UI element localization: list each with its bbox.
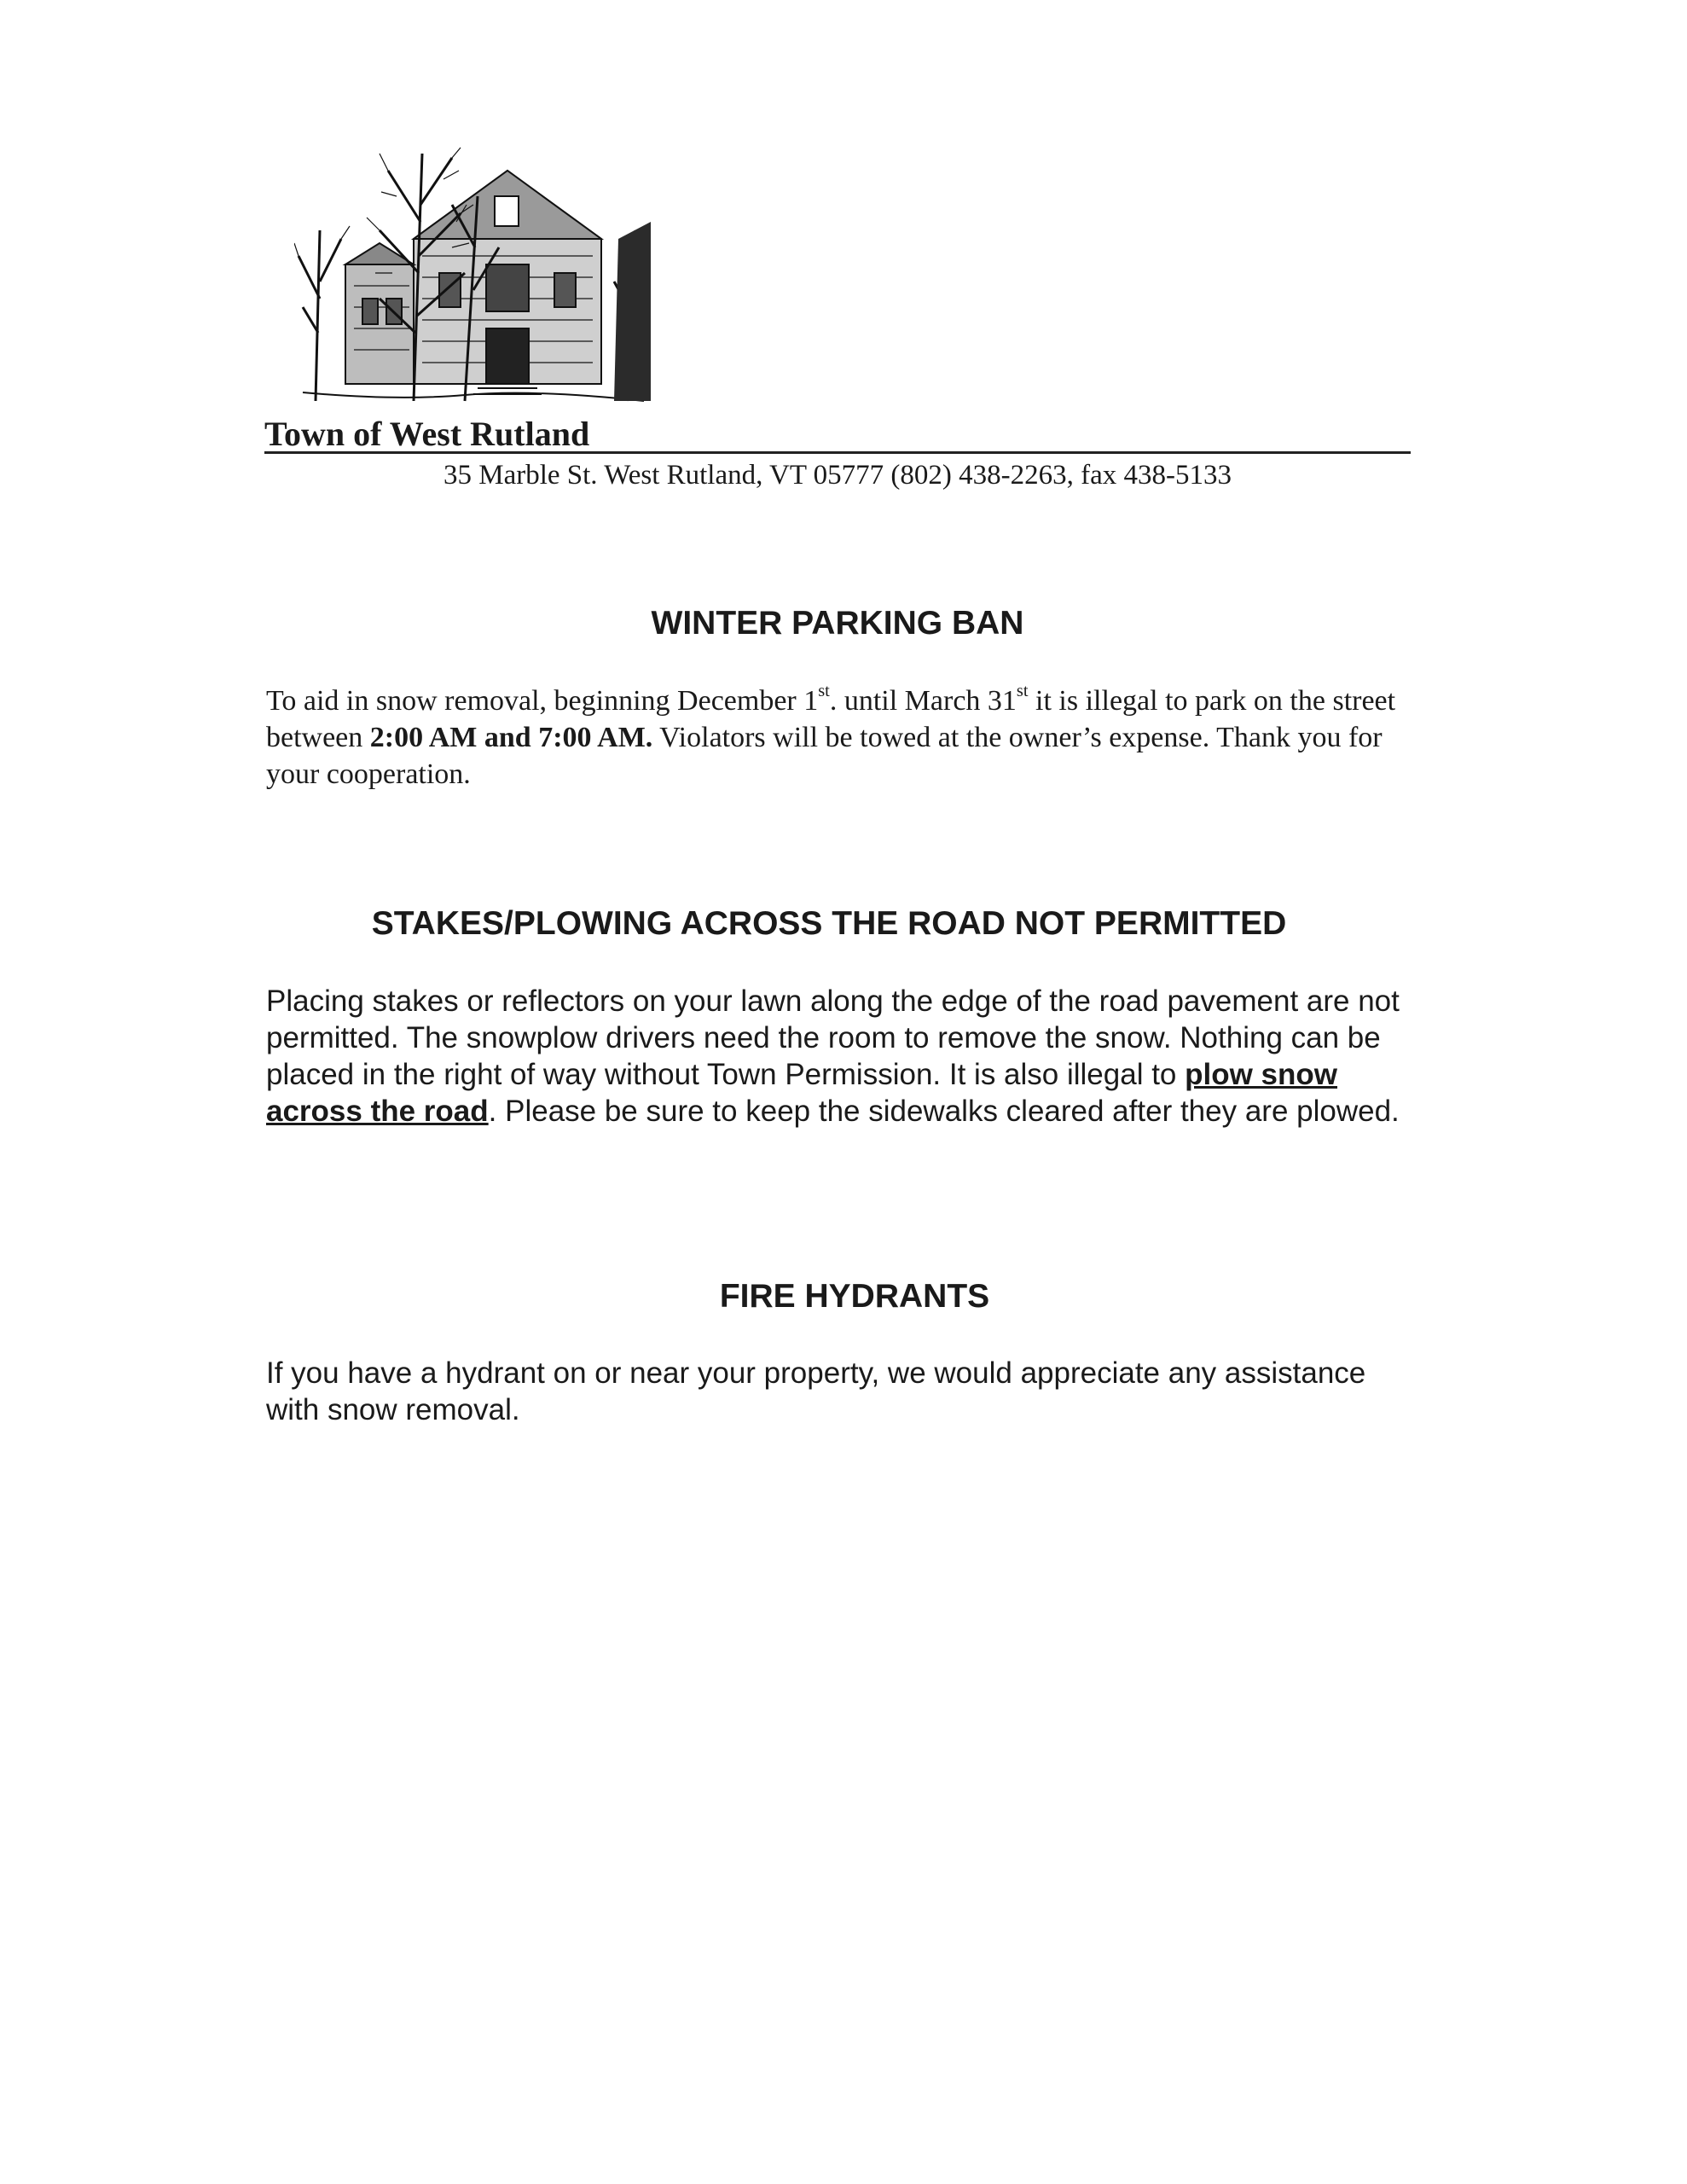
ban-hours: 2:00 AM and 7:00 AM. [369, 722, 653, 753]
body-text: To aid in snow removal, beginning December 1 [266, 685, 819, 717]
body-text: . until March 31 [829, 685, 1017, 717]
section-body-winter-parking-ban [266, 682, 1426, 793]
town-address: 35 Marble St. West Rutland, VT 05777 (802) 438-2263, fax 438-5133 [443, 460, 1232, 491]
body-text: If you have a hydrant on or near your property, we would appreciate any assistance with snow removal. [266, 1356, 1366, 1426]
section-body-stakes-plowing [266, 983, 1426, 1130]
section-heading-stakes-plowing: STAKES/PLOWING ACROSS THE ROAD NOT PERMITTED [371, 905, 1287, 942]
town-name: Town of West Rutland [264, 415, 590, 453]
header-divider [264, 451, 1411, 454]
ordinal-suffix: st [1016, 681, 1029, 700]
ordinal-suffix: st [818, 681, 830, 700]
body-text: it is illegal to park on the street between [266, 685, 1396, 753]
section-heading-winter-parking-ban: WINTER PARKING BAN [651, 605, 1024, 642]
body-text: Violators will be towed at the owner’s expense. Thank you for your cooperation. [266, 722, 1383, 790]
body-text: Placing stakes or reflectors on your lawn along the edge of the road pavement are not permitted. The snowplow drivers need the room to remove the snow. Nothing can be placed in the right of way without Town Permission. It is also illegal to [266, 985, 1400, 1091]
section-body-fire-hydrants [266, 1355, 1426, 1428]
town-hall-illustration [294, 145, 651, 414]
emphasized-warning: plow snow across the road [266, 1058, 1337, 1128]
section-heading-fire-hydrants: FIRE HYDRANTS [719, 1278, 990, 1315]
body-text: . Please be sure to keep the sidewalks cleared after they are plowed. [488, 1095, 1400, 1128]
